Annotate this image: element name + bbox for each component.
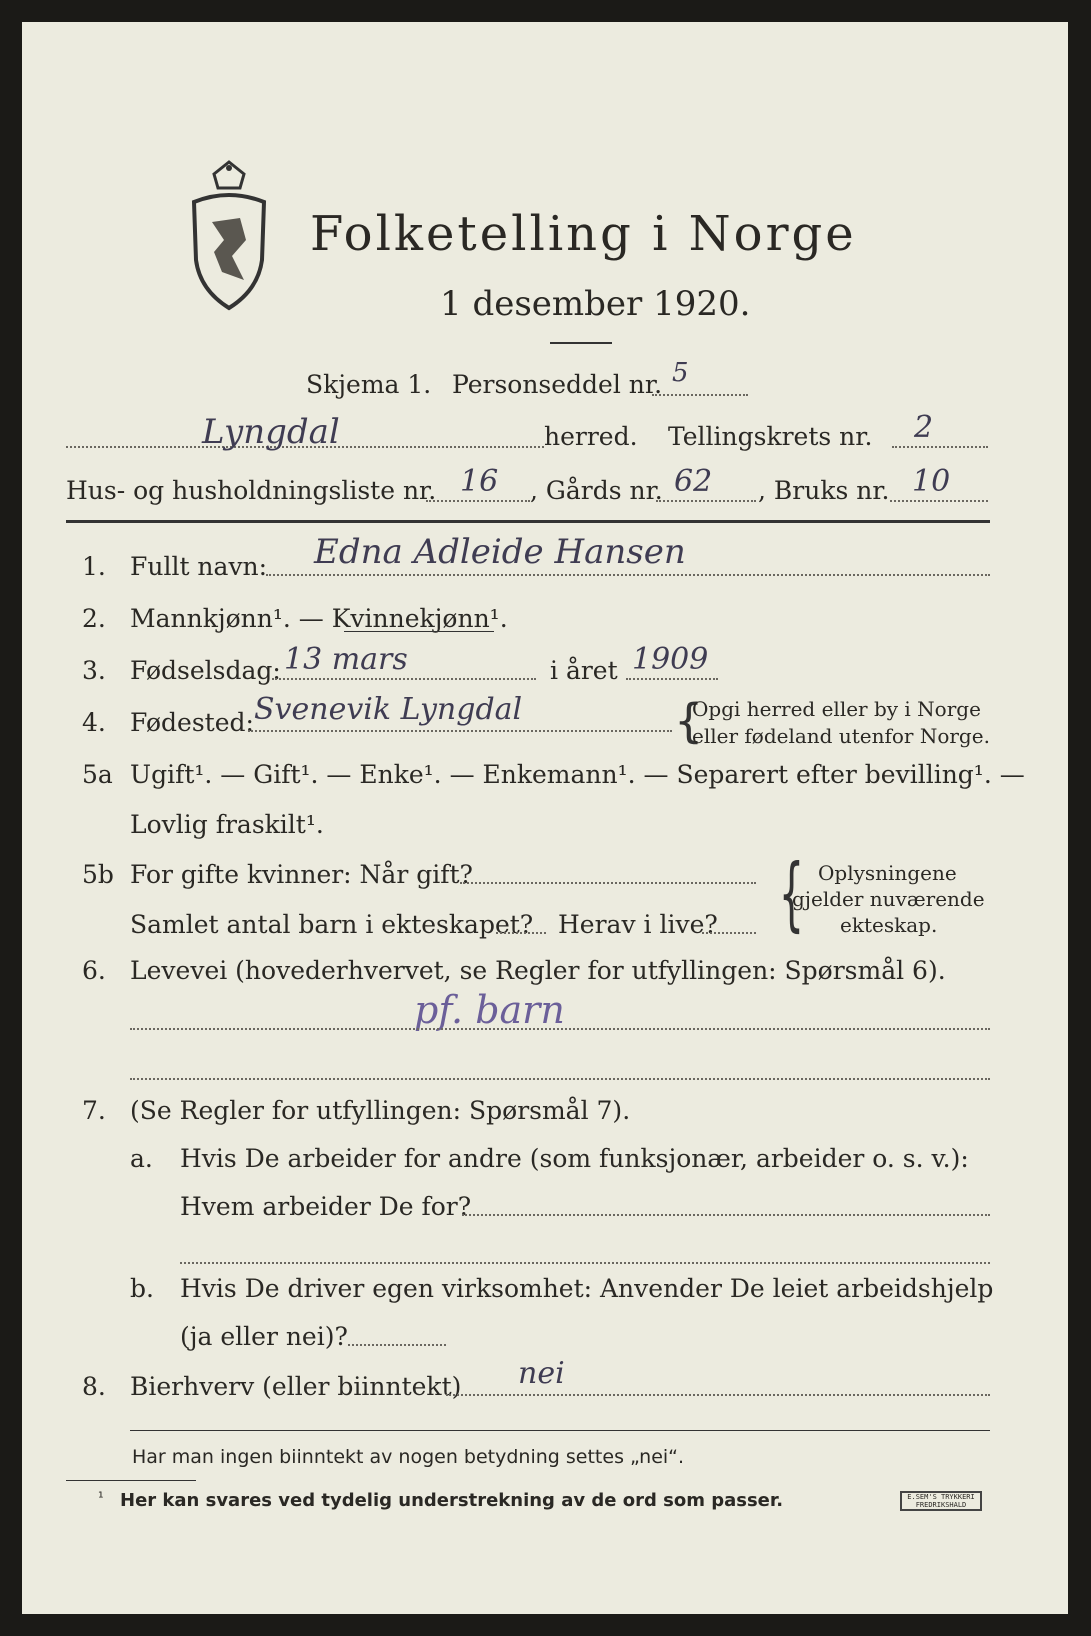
q7a-line1: Hvis De arbeider for andre (som funksjonær, arbeider o. s. v.): xyxy=(180,1144,969,1173)
gards-value: 62 xyxy=(674,464,713,499)
q3-label: Fødselsdag: xyxy=(130,656,281,685)
footnote: Her kan svares ved tydelig understrekning av de ord som passer. xyxy=(120,1490,784,1511)
nei-note: Har man ingen biinntekt av nogen betydning settes „nei“. xyxy=(132,1446,685,1468)
q8-label: Bierhverv (eller biinntekt) xyxy=(130,1372,462,1401)
hus-label: Hus- og husholdningsliste nr. xyxy=(66,476,437,505)
q7a-line2: Hvem arbeider De for? xyxy=(180,1192,472,1221)
q5a-line2: Lovlig fraskilt¹. xyxy=(130,810,324,839)
q7b-line1: Hvis De driver egen virksomhet: Anvender De leiet arbeidshjelp xyxy=(180,1274,994,1303)
hus-value: 16 xyxy=(460,464,499,499)
q6-label: Levevei (hovederhvervet, se Regler for utfyllingen: Spørsmål 6). xyxy=(130,956,946,985)
q4-note-line2: eller fødeland utenfor Norge. xyxy=(692,724,990,748)
census-form xyxy=(22,22,1068,1614)
full-name-value: Edna Adleide Hansen xyxy=(314,532,686,572)
birth-year-value: 1909 xyxy=(632,642,709,677)
bruks-label: , Bruks nr. xyxy=(758,476,890,505)
personseddel-value: 5 xyxy=(672,358,689,388)
q2-label: Mannkjønn¹. — Kvinnekjønn¹. xyxy=(130,604,508,633)
coat-of-arms-icon xyxy=(188,160,270,312)
q1-label: Fullt navn: xyxy=(130,552,268,581)
bruks-value: 10 xyxy=(912,464,951,499)
kvinnekjonn-underline xyxy=(344,631,494,632)
birth-date-value: 13 mars xyxy=(284,642,408,677)
q7a-letter: a. xyxy=(130,1144,153,1173)
q3-number: 3. xyxy=(82,656,106,685)
q4-number: 4. xyxy=(82,708,106,737)
q5b-note-line1: Oplysningene xyxy=(818,861,957,885)
herred-label: herred. xyxy=(544,422,638,451)
q5b-note-line2: gjelder nuværende xyxy=(792,887,985,911)
side-income-value: nei xyxy=(518,1356,565,1391)
q7b-letter: b. xyxy=(130,1274,154,1303)
q1-number: 1. xyxy=(82,552,106,581)
q7-label: (Se Regler for utfyllingen: Spørsmål 7). xyxy=(130,1096,631,1125)
personseddel-label: Personseddel nr. xyxy=(452,370,663,399)
q5b-line2a: Samlet antal barn i ekteskapet? xyxy=(130,910,534,939)
q7b-line2: (ja eller nei)? xyxy=(180,1322,348,1351)
birthplace-value: Svenevik Lyngdal xyxy=(254,692,523,727)
form-title: Folketelling i Norge xyxy=(310,206,857,262)
q5b-line2b: Herav i live? xyxy=(558,910,718,939)
census-date: 1 desember 1920. xyxy=(440,284,751,324)
printer-stamp: E.SEM'S TRYKKERI FREDRIKSHALD xyxy=(900,1491,982,1511)
note-brace: { xyxy=(778,847,805,940)
occupation-value: pf. barn xyxy=(414,988,565,1032)
q6-number: 6. xyxy=(82,956,106,985)
q7-number: 7. xyxy=(82,1096,106,1125)
gards-label: , Gårds nr. xyxy=(530,476,663,505)
tellingskrets-value: 2 xyxy=(914,410,934,445)
q5a-line1: Ugift¹. — Gift¹. — Enke¹. — Enkemann¹. — Separert efter bevilling¹. — xyxy=(130,760,1025,789)
q5a-number: 5a xyxy=(82,760,113,789)
q2-number: 2. xyxy=(82,604,106,633)
herred-value: Lyngdal xyxy=(202,412,340,452)
tellingskrets-label: Tellingskrets nr. xyxy=(668,422,873,451)
note-brace: { xyxy=(674,694,704,748)
q4-note-line1: Opgi herred eller by i Norge xyxy=(692,697,981,721)
footnote-mark: ¹ xyxy=(98,1490,104,1506)
q5b-number: 5b xyxy=(82,860,114,889)
schema-label: Skjema 1. xyxy=(306,370,432,399)
year-label: i året xyxy=(550,656,618,685)
q8-number: 8. xyxy=(82,1372,106,1401)
q5b-line1: For gifte kvinner: Når gift? xyxy=(130,860,473,889)
q5b-note-line3: ekteskap. xyxy=(840,913,938,937)
q4-label: Fødested: xyxy=(130,708,254,737)
